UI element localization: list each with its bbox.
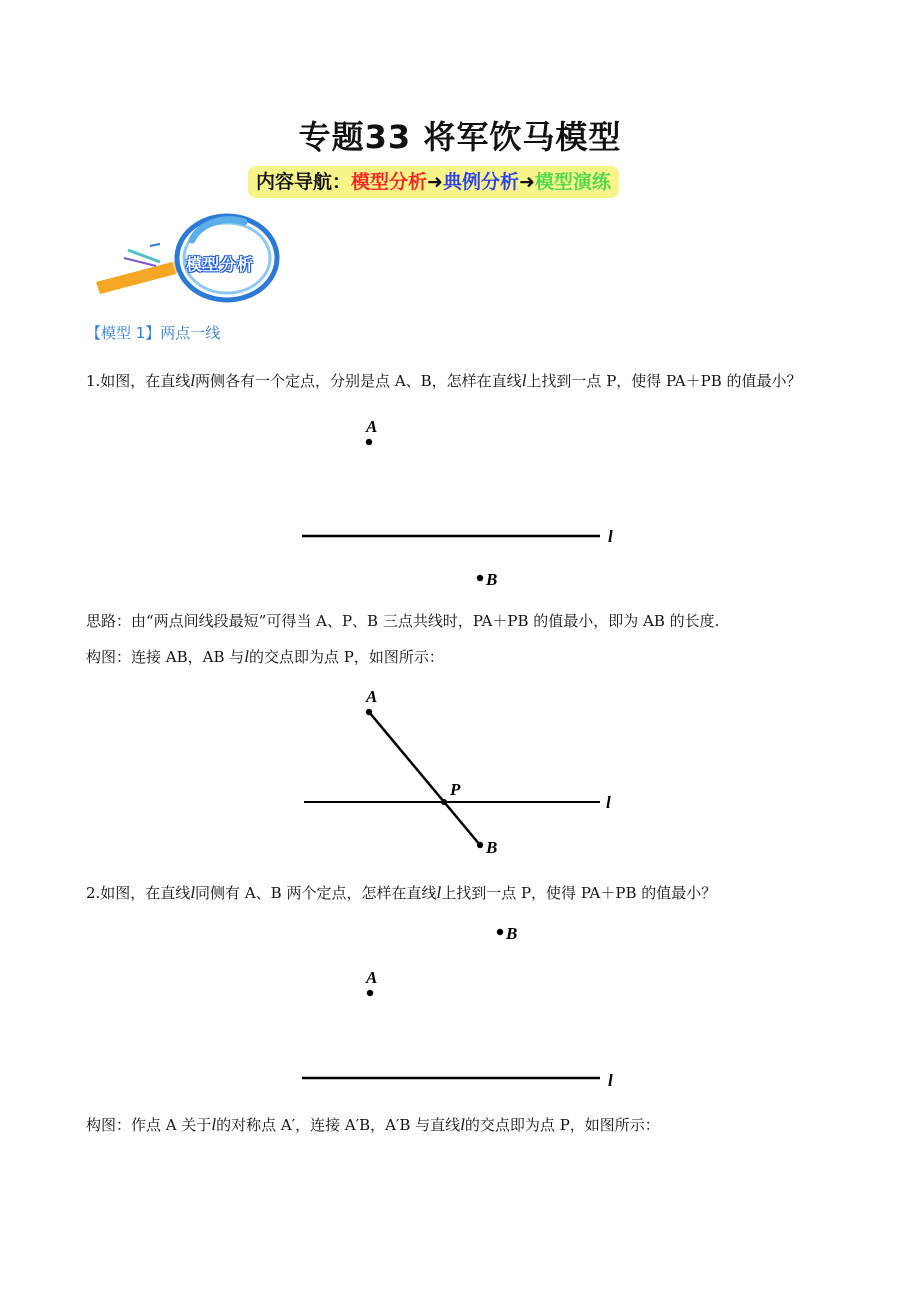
fig3-label-l: l (608, 1071, 613, 1090)
question-1: 1.如图，在直线l两侧各有一个定点，分别是点 A、B，怎样在直线l上找到一点 P，使得 PA＋PB 的值最小？ (86, 371, 802, 390)
fig2-point-p (441, 799, 447, 805)
nav-lead: 内容导航： (256, 171, 352, 193)
fig2-label-l: l (606, 793, 611, 812)
line-l-symbol: l (244, 647, 249, 666)
line-l-symbol: l (190, 883, 196, 902)
fig2-label-a: A (366, 687, 378, 706)
construction-2: 构图：作点 A 关于l的对称点 A′，连接 A′B，A′B 与直线l的交点即为点 P，如图所示： (86, 1115, 660, 1134)
fig2-point-b (477, 842, 483, 848)
line-l-symbol: l (190, 371, 196, 390)
figure-3 (290, 918, 630, 1090)
fig2-label-b: B (486, 838, 498, 857)
pencil-icon (96, 244, 186, 294)
fig3-label-b: B (506, 924, 518, 943)
nav-model-practice: 模型演练 (534, 171, 611, 193)
fig2-segment-ab (369, 712, 480, 845)
content-navigation (248, 166, 619, 198)
badge-label: 模型分析 (186, 255, 255, 274)
nav-model-analysis: 模型分析 (351, 171, 428, 193)
solution-idea: 思路：由“两点间线段最短”可得当 A、P、B 三点共线时，PA＋PB 的值最小，即为 AB 的长度. (86, 612, 720, 630)
fig3-label-a: A (366, 968, 378, 987)
figure-1 (290, 410, 630, 596)
nav-arrow-icon: ➜ (427, 171, 443, 193)
line-l-symbol: l (460, 1115, 465, 1134)
fig2-label-p: P (450, 780, 461, 799)
line-l-symbol: l (211, 1115, 217, 1134)
model-1-heading: 【模型 1】两点一线 (86, 324, 221, 342)
question-2: 2.如图，在直线l同侧有 A、B 两个定点，怎样在直线l上找到一点 P，使得 PA＋PB 的值最小？ (86, 883, 717, 902)
construction-1: 构图：连接 AB，AB 与l的交点即为点 P，如图所示： (86, 647, 444, 666)
fig1-label-l: l (608, 527, 613, 546)
nav-example-analysis: 典例分析 (442, 171, 519, 193)
fig1-point-a (366, 439, 372, 445)
page-title: 专题33 将军饮马模型 (298, 118, 622, 156)
fig3-point-a (367, 990, 373, 996)
fig3-point-b (497, 929, 503, 935)
fig1-label-b: B (486, 570, 498, 589)
fig1-point-b (477, 575, 483, 581)
figure-2 (290, 682, 630, 862)
fig1-label-a: A (366, 417, 378, 436)
nav-arrow-icon: ➜ (518, 171, 535, 193)
line-l-symbol: l (521, 371, 527, 390)
line-l-symbol: l (436, 883, 442, 902)
